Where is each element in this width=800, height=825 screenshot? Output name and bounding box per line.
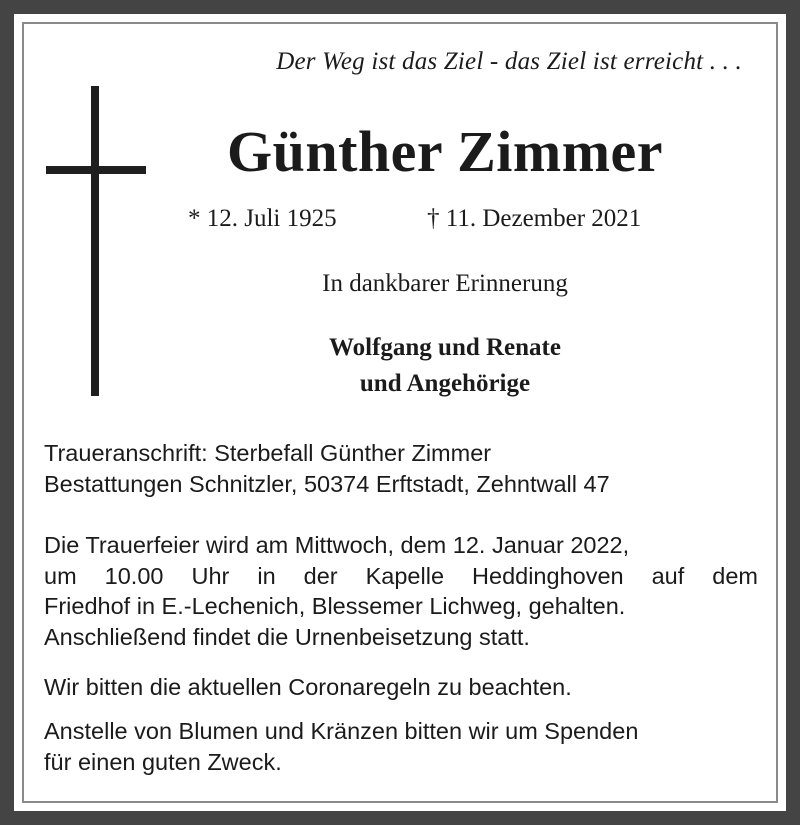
- mourners: [150, 330, 740, 402]
- address-line: Traueranschrift: Sterbefall Günther Zimmer: [44, 440, 492, 466]
- ceremony-line: Anschließend findet die Urnenbeisetzung statt.: [44, 623, 530, 650]
- cross-icon-vertical: [91, 86, 99, 396]
- funeral-service-info: [44, 530, 758, 652]
- death-date: † 11. Dezember 2021: [427, 205, 642, 232]
- motto: Der Weg ist das Ziel - das Ziel ist erreicht . . .: [276, 48, 742, 75]
- ceremony-line: um 10.00 Uhr in der Kapelle Heddinghoven auf dem: [44, 562, 758, 589]
- corona-notice: [44, 672, 758, 703]
- gratitude-line: In dankbarer Erinnerung: [322, 270, 568, 297]
- mourners-line-1: Wolfgang und Renate: [329, 334, 561, 361]
- deceased-name: Günther Zimmer: [226, 119, 664, 184]
- donation-request: [44, 716, 758, 777]
- donation-line: für einen guten Zweck.: [44, 748, 282, 775]
- ceremony-line: Friedhof in E.-Lechenich, Blessemer Lichweg, gehalten.: [44, 593, 626, 619]
- cross-icon-horizontal: [46, 166, 146, 174]
- mourners-line-2: und Angehörige: [359, 370, 531, 397]
- mourning-address: [44, 438, 758, 499]
- donation-line: Anstelle von Blumen und Kränzen bitten wir um Spenden: [44, 718, 639, 744]
- corona-line: Wir bitten die aktuellen Coronaregeln zu beachten.: [44, 674, 572, 700]
- birth-date: * 12. Juli 1925: [188, 205, 337, 232]
- ceremony-line: Die Trauerfeier wird am Mittwoch, dem 12. Januar 2022,: [44, 532, 630, 558]
- address-line: Bestattungen Schnitzler, 50374 Erftstadt, Zehntwall 47: [44, 470, 610, 497]
